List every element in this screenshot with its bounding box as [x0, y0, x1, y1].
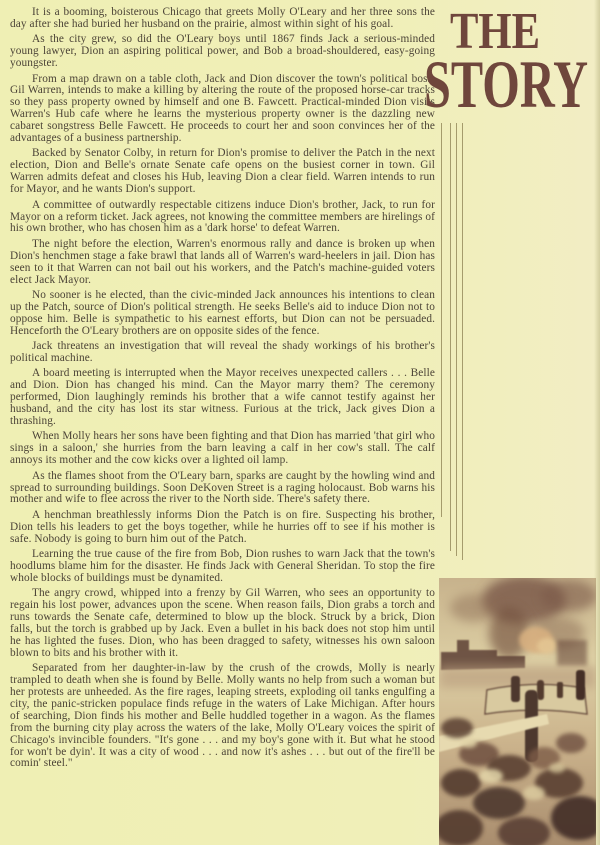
- story-text-column: [10, 7, 435, 774]
- crowd-figure: [556, 733, 586, 753]
- clothing-highlight: [523, 786, 545, 800]
- rule-line: [462, 123, 463, 560]
- story-paragraph: The night before the election, Warren's enormous rally and dance is broken up when Dion's henchmen stage a fake brawl that lands all of Warren's ward-heelers in jail. Dion has seen to it that Warren can not bail out his workers, and the Patch's machine-guided voters elect Jack Mayor.: [10, 237, 435, 286]
- title-line-the: THE: [450, 3, 540, 60]
- story-paragraph: Separated from her daughter-in-law by the crush of the crowds, Molly is nearly trampled to death when she is found by Belle. Molly wants no help from such a woman but her protests are unheeded. As the fire rages, leaping streets, exploding oil tanks engulfing a city, the panic-stricken populace finds refuge in the waters of Lake Michigan. After hours of searching, Dion finds his mother and Belle huddled together in a wagon. As the flames from the burning city play across the waters of the lake, Molly O'Leary voices the spirit of Chicago's invincible founders. "It's gone . . . and my boy's gone with it. But what he stood for won't be dyin'. It was a city of wood . . . and now it's ashes . . . but out of the fire'll be comin' steel.": [10, 662, 435, 770]
- story-paragraph: Backed by Senator Colby, in return for Dion's promise to deliver the Patch in the next election, Dion and Belle's ornate Senate cafe opens on the busiest corner in town. Gil Warren admits defeat and closes his Hub, leaving Dion a clear field. Warren intends to run for Mayor, and he wants Dion's support.: [10, 147, 435, 196]
- fire-glow: [537, 638, 557, 654]
- smoke-plume: [450, 594, 498, 622]
- clothing-highlight: [549, 763, 565, 773]
- figure: [557, 682, 563, 698]
- story-paragraph: From a map drawn on a table cloth, Jack and Dion discover the town's political boss, Gil Warren, intends to make a killing by altering the route of the proposed horse-car tracks so they pass property owned by himself and one B. Fawcett. Practical-minded Dion visits Warren's Hub cafe where he learns the mysterious property owner is the dazzling new cabaret songstress Belle Fawcett. He proceeds to court her and soon convinces her of the advantages of a business partnership.: [10, 72, 435, 145]
- story-paragraph: No sooner is he elected, than the civic-minded Jack announces his intentions to clean up the Patch, source of Dion's political strength. He seeks Belle's aid to induce Dion not to oppose him. Belle is sympathetic to his earnest efforts, but Dion can not be persuaded. Henceforth the O'Leary brothers are on opposite sides of the fence.: [10, 288, 435, 337]
- rule-line: [456, 123, 457, 556]
- smoke-plume: [541, 580, 596, 612]
- story-paragraph: When Molly hears her sons have been fighting and that Dion has married 'that girl who sings in a saloon,' she hurries from the barn leaving a calf in her cow's stall. The calf annoys its mother and the cow kicks over a lighted oil lamp.: [10, 430, 435, 467]
- rule-line: [441, 123, 442, 517]
- film-still-photo: [439, 578, 596, 845]
- story-paragraph: It is a booming, boisterous Chicago that greets Molly O'Leary and her three sons the day after she had buried her husband on the prairie, almost within sight of his goal.: [10, 6, 435, 30]
- figure: [511, 676, 520, 702]
- crowd-figure: [441, 718, 473, 738]
- title-line-story: STORY: [424, 46, 588, 115]
- clothing-highlight: [461, 738, 477, 748]
- figure: [537, 680, 544, 700]
- story-paragraph: A henchman breathlessly informs Dion the Patch is on fire. Suspecting his brother, Dion tells his leaders to get the boys together, while he hurries off to see if his mother is safe. Nobody is going to burn him out of the Patch.: [10, 508, 435, 545]
- figure: [576, 670, 585, 700]
- page-edge: [594, 0, 600, 845]
- story-paragraph: The angry crowd, whipped into a frenzy by Gil Warren, who sees an opportunity to regain his lost power, advances upon the scene. When reason fails, Dion grabs a torch and runs towards the Senate cafe, determined to blow up the block. Struck by a brick, Dion falls, but the torch is grabbed up by Jack. Even a bullet in his back does not stop him until he has lighted the fuses. Dion, who has been dragged to safety, witnesses his own saloon blown to bits and his brother with it.: [10, 587, 435, 659]
- building-silhouette: [557, 640, 587, 666]
- story-paragraph: A committee of outwardly respectable citizens induce Dion's brother, Jack, to run for Mayor on a reform ticket. Jack agrees, not knowing the committee members are hirelings of his own brother, who has chosen him as a 'dark horse' to defeat Warren.: [10, 198, 435, 235]
- crowd-figure: [441, 769, 481, 797]
- rule-line: [450, 123, 451, 551]
- story-paragraph: Learning the true cause of the fire from Bob, Dion rushes to warn Jack that the town's hoodlums blame him for the disaster. He finds Jack with General Sheridan. To stop the fire whole blocks of buildings must be dynamited.: [10, 548, 435, 584]
- page-title: [420, 0, 600, 115]
- story-paragraph: As the flames shoot from the O'Leary barn, sparks are caught by the howling wind and spread to surrounding buildings. Soon DeKoven Street is a raging holocaust. Bob warns his mother and wife to flee across the river to the North side. There's safety there.: [10, 469, 435, 506]
- story-paragraph: Jack threatens an investigation that will reveal the shady workings of his brother's political machine.: [10, 340, 435, 364]
- story-paragraph: A board meeting is interrupted when the Mayor receives unexpected callers . . . Belle and Dion. Dion has changed his mind. Can the Mayor marry them? The ceremony performed, Dion laughingly reminds his brother that a wife cannot testify against her husband, and the city has lost its star witness. Furious at the trick, Jack gives Dion a thrashing.: [10, 367, 435, 427]
- clothing-highlight: [479, 769, 503, 783]
- crowd-figure: [473, 787, 525, 819]
- story-paragraph: As the city grew, so did the O'Leary boys until 1867 finds Jack a serious-minded young lawyer, Dion an aspiring political power, and Bob a broad-shouldered, easy-going youngster.: [10, 33, 435, 70]
